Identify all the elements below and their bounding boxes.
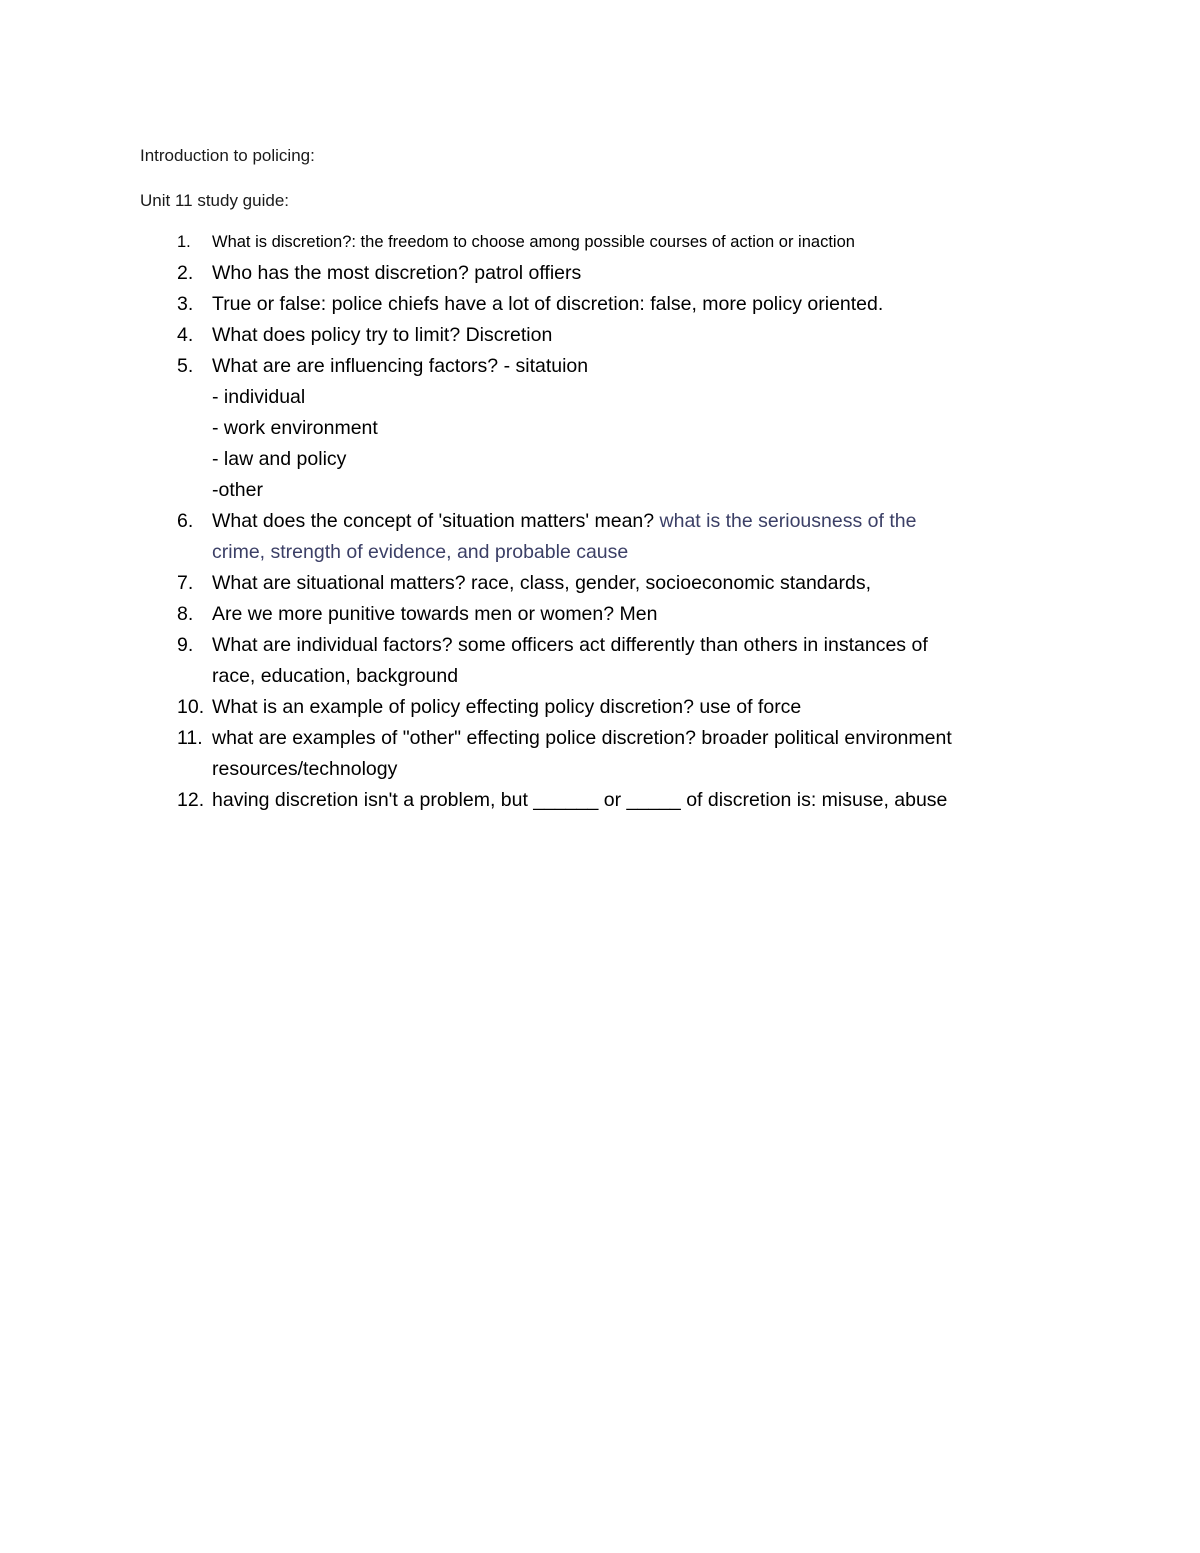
item-number: 9. bbox=[177, 634, 194, 656]
question-text: having discretion isn't a problem, but ______ or _____ of discretion is: bbox=[212, 789, 822, 811]
question-text: Who has the most discretion? bbox=[212, 262, 475, 284]
question-text: What does the concept of 'situation matters' mean? bbox=[212, 510, 660, 532]
list-item bbox=[140, 289, 1140, 320]
item-number: 7. bbox=[177, 572, 194, 594]
answer-text-continued: crime, strength of evidence, and probable cause bbox=[212, 541, 629, 563]
question-text: what are examples of "other" effecting police discretion? bbox=[212, 727, 702, 749]
sub-answer: -other bbox=[212, 479, 263, 501]
answer-text: misuse, abuse bbox=[821, 789, 948, 811]
question-text: What is an example of policy effecting policy discretion? bbox=[212, 696, 700, 718]
sub-answer: - individual bbox=[212, 386, 306, 408]
list-item bbox=[140, 320, 1140, 351]
answer-text: false, more policy oriented. bbox=[650, 293, 884, 315]
item-number: 5. bbox=[177, 355, 194, 377]
item-number: 3. bbox=[177, 293, 194, 315]
item-number: 2. bbox=[177, 262, 194, 284]
list-item bbox=[140, 506, 1140, 568]
item-number: 1. bbox=[177, 233, 191, 251]
sub-answer: - work environment bbox=[212, 417, 378, 439]
item-number: 10. bbox=[177, 696, 205, 718]
answer-text-continued: race, education, background bbox=[212, 665, 459, 687]
list-item bbox=[140, 568, 1140, 599]
answer-text: use of force bbox=[699, 696, 802, 718]
answer-text: Discretion bbox=[465, 324, 553, 346]
list-item bbox=[140, 785, 1140, 816]
list-item bbox=[140, 723, 1140, 785]
question-text: True or false: police chiefs have a lot of discretion: bbox=[212, 293, 651, 315]
item-number: 6. bbox=[177, 510, 194, 532]
sub-answer: - law and policy bbox=[212, 448, 347, 470]
list-item bbox=[140, 630, 1140, 692]
answer-text: what is the seriousness of the bbox=[659, 510, 917, 532]
answer-text-continued: resources/technology bbox=[212, 758, 398, 780]
item-number: 12. bbox=[177, 789, 205, 811]
answer-text: : the freedom to choose among possible courses of action or inaction bbox=[351, 233, 855, 251]
question-text: What are situational matters? bbox=[212, 572, 472, 594]
item-number: 4. bbox=[177, 324, 194, 346]
answer-text: some officers act differently than others in instances of bbox=[458, 634, 928, 656]
question-list bbox=[140, 227, 1140, 816]
question-text: What is discretion? bbox=[212, 233, 352, 251]
answer-text: broader political environment bbox=[701, 727, 952, 749]
list-item bbox=[140, 351, 1140, 506]
list-item bbox=[140, 599, 1140, 630]
answer-text: Men bbox=[619, 603, 658, 625]
question-text: What does policy try to limit? bbox=[212, 324, 466, 346]
question-text: What are are influencing factors? bbox=[212, 355, 504, 377]
document-title: Introduction to policing: bbox=[140, 146, 315, 165]
answer-text: - sitatuion bbox=[503, 355, 589, 377]
item-number: 11. bbox=[177, 727, 203, 749]
question-text: What are individual factors? bbox=[212, 634, 459, 656]
list-item bbox=[140, 258, 1140, 289]
item-number: 8. bbox=[177, 603, 194, 625]
answer-text: patrol offiers bbox=[474, 262, 582, 284]
list-item bbox=[140, 227, 1140, 258]
question-text: Are we more punitive towards men or women? bbox=[212, 603, 620, 625]
list-item bbox=[140, 692, 1140, 723]
answer-text: race, class, gender, socioeconomic standards, bbox=[471, 572, 872, 594]
document-subtitle: Unit 11 study guide: bbox=[140, 191, 289, 210]
